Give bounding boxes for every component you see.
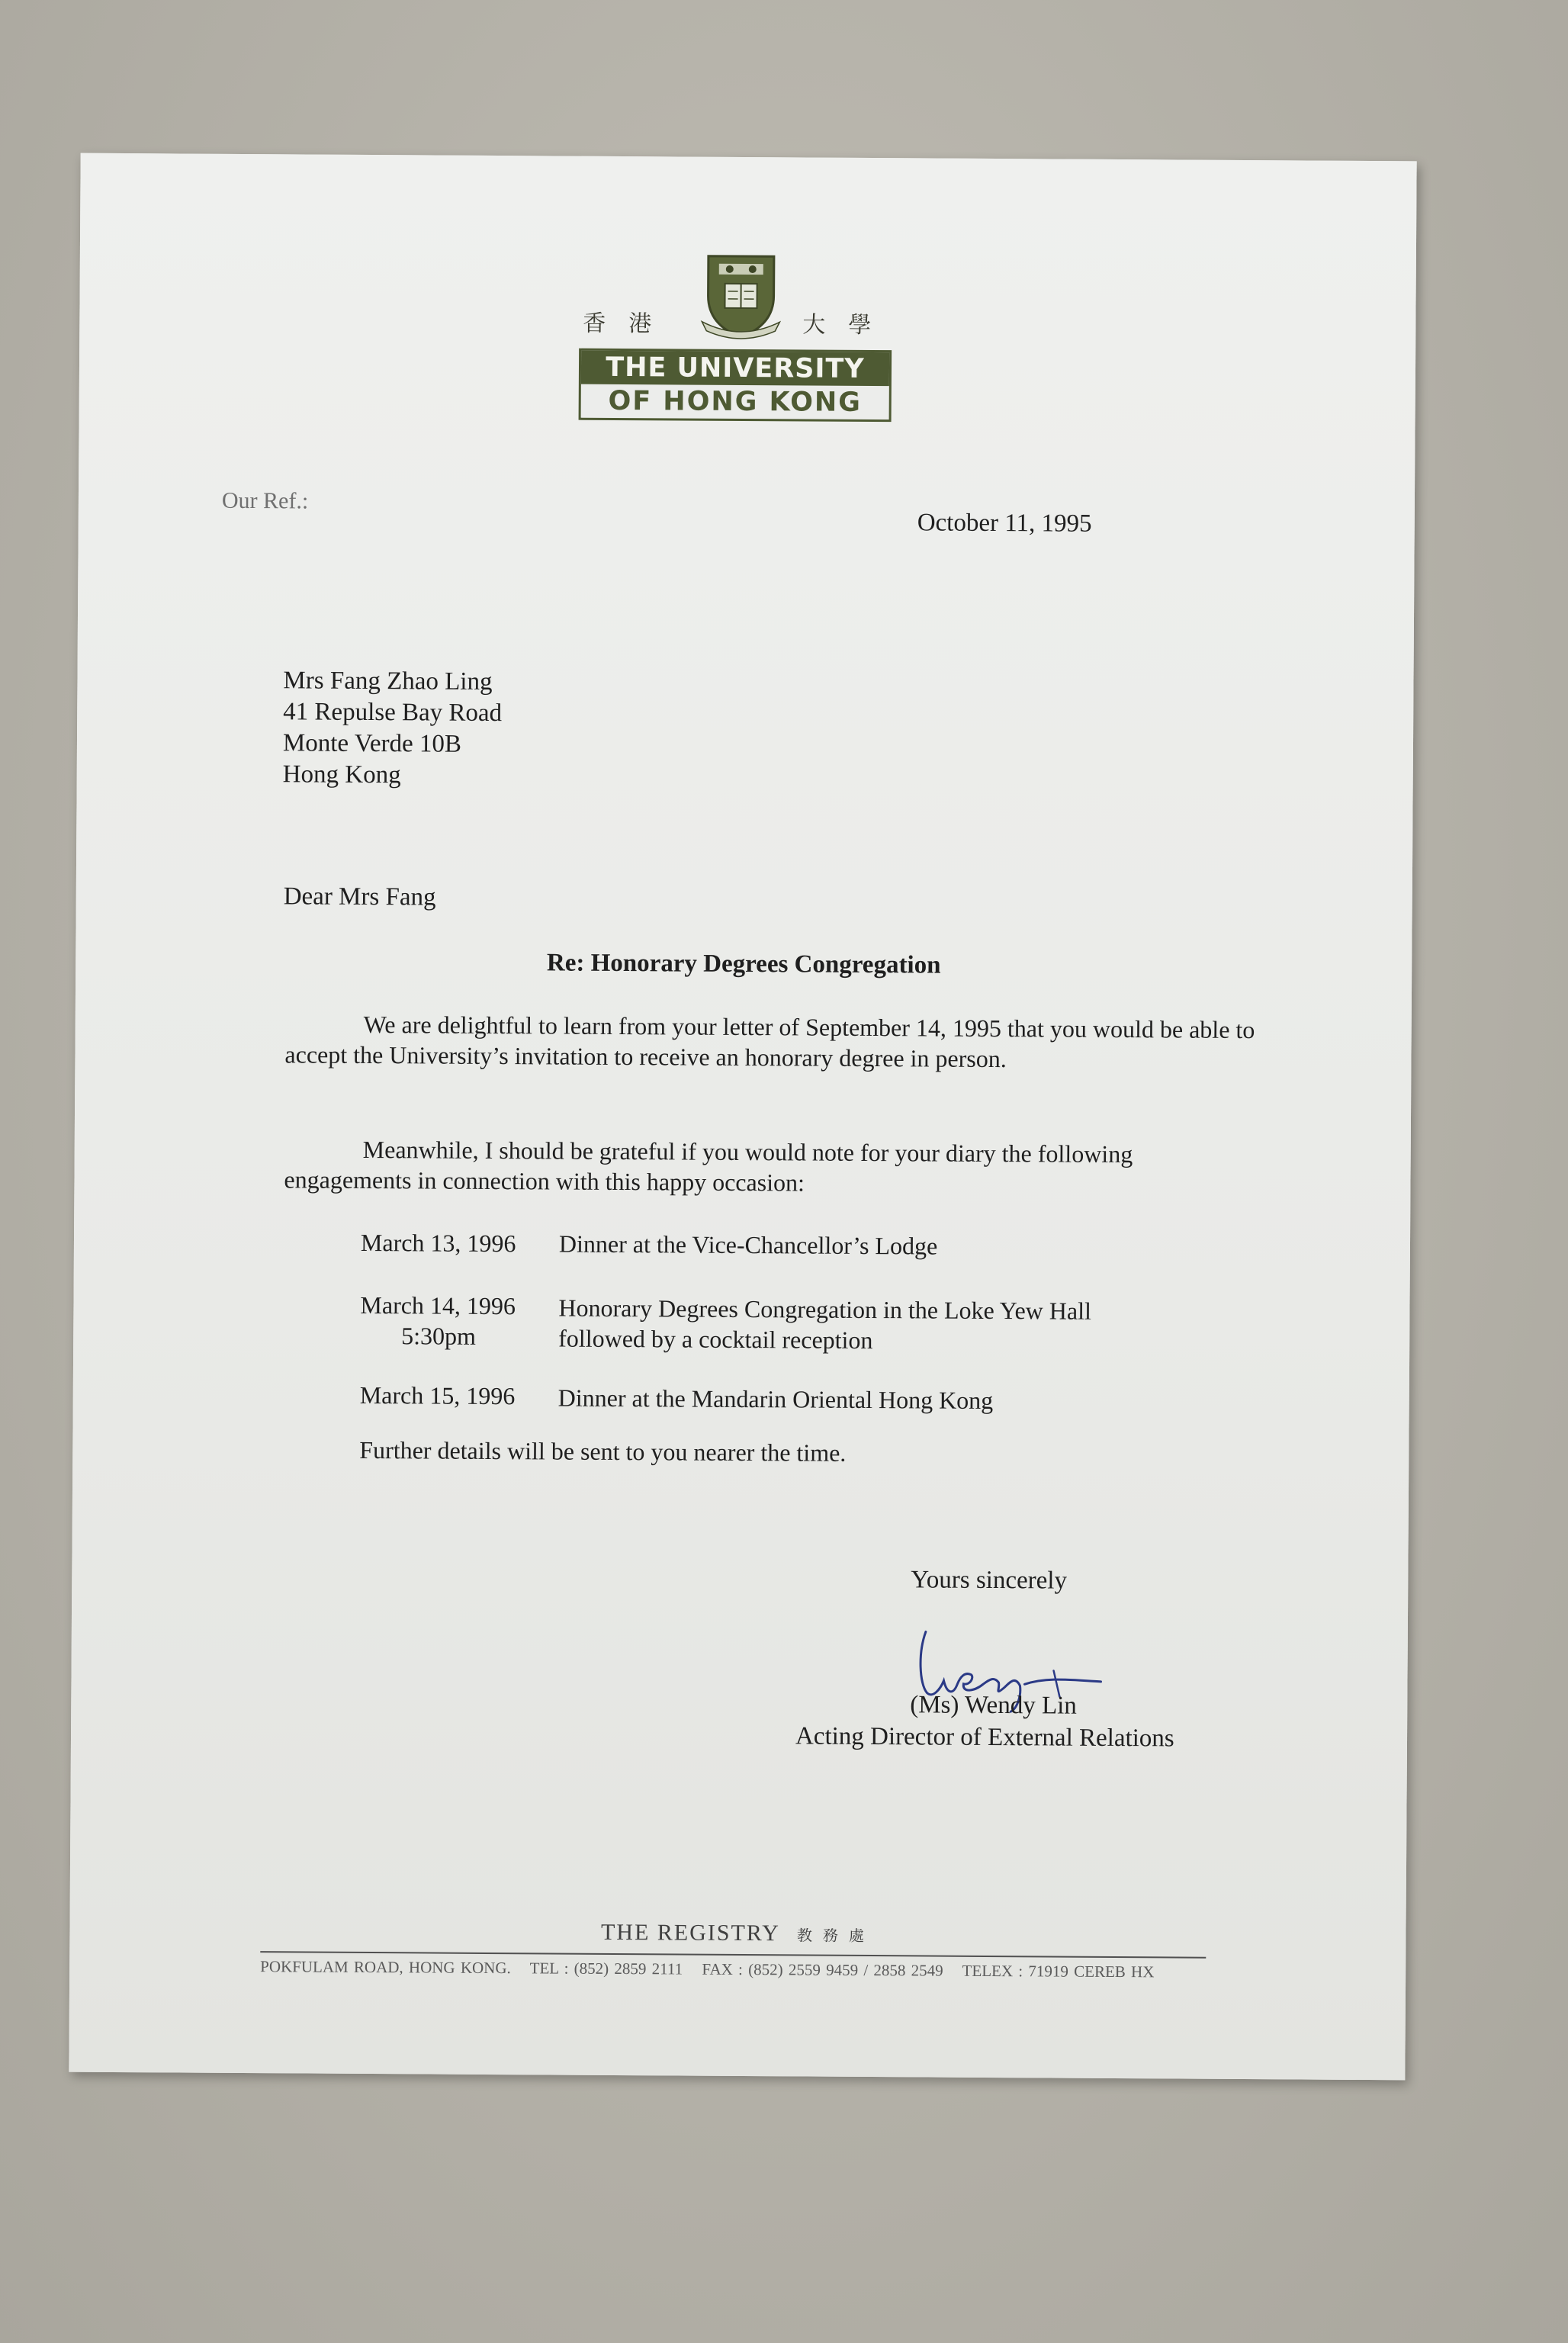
recipient-address [283, 665, 503, 792]
logo-line-2: OF HONG KONG [608, 385, 863, 418]
reference-label: Our Ref.: [221, 487, 309, 514]
footer-title [69, 1917, 1406, 1951]
logo-line-1: THE UNIVERSITY [581, 351, 889, 386]
recipient-line-3: Hong Kong [282, 760, 401, 789]
signer-title: Acting Director of External Relations [795, 1722, 1174, 1753]
footer-fax: FAX : (852) 2559 9459 / 2858 2549 [702, 1959, 943, 1980]
footer-telex: TELEX : 71919 CEREB HX [962, 1961, 1155, 1981]
engagement-1-date: March 13, 1996 [360, 1228, 516, 1258]
footer-contact [260, 1957, 1168, 1981]
closing: Yours sincerely [911, 1566, 1068, 1595]
letter-date: October 11, 1995 [917, 509, 1092, 538]
engagement-2-description-cont: followed by a cocktail reception [558, 1324, 873, 1355]
recipient-line-2: Monte Verde 10B [282, 729, 462, 758]
footer-registry-chinese: 教務處 [796, 1926, 875, 1946]
footer-address: POKFULAM ROAD, HONG KONG. [260, 1957, 511, 1978]
footer-registry: THE REGISTRY [600, 1919, 780, 1946]
letter-paper [69, 153, 1416, 2081]
subject-line: Re: Honorary Degrees Congregation [546, 949, 941, 979]
engagement-3-description: Dinner at the Mandarin Oriental Hong Kong [557, 1384, 994, 1415]
footer-divider [260, 1951, 1206, 1959]
engagement-2-description: Honorary Degrees Congregation in the Loke Yew Hall [558, 1294, 1092, 1325]
recipient-name: Mrs Fang Zhao Ling [283, 667, 493, 696]
university-logo [579, 349, 892, 423]
engagement-1-description: Dinner at the Vice-Chancellor’s Lodge [558, 1229, 938, 1260]
further-details: Further details will be sent to you nearer the time. [359, 1435, 847, 1467]
university-crest-icon [699, 252, 783, 341]
engagement-2-date: March 14, 1996 [360, 1290, 516, 1320]
engagement-2-time: 5:30pm [401, 1322, 477, 1350]
recipient-line-1: 41 Repulse Bay Road [283, 698, 503, 728]
paragraph-2: Meanwhile, I should be grateful if you would note for your diary the following engagements in connection with this happy occasion: [284, 1135, 1133, 1197]
salutation: Dear Mrs Fang [283, 882, 436, 911]
engagement-3-date: March 15, 1996 [359, 1380, 516, 1410]
letterhead-chinese-right: 大學 [802, 311, 895, 339]
signer-name: (Ms) Wendy Lin [910, 1691, 1077, 1720]
footer-tel: TEL : (852) 2859 2111 [529, 1959, 683, 1978]
letterhead-chinese-left: 香港 [583, 310, 675, 338]
paragraph-1: We are delightful to learn from your letter of September 14, 1995 that you would be able to accept the University’s invitation to receive an honorary degree in person. [284, 1010, 1255, 1073]
